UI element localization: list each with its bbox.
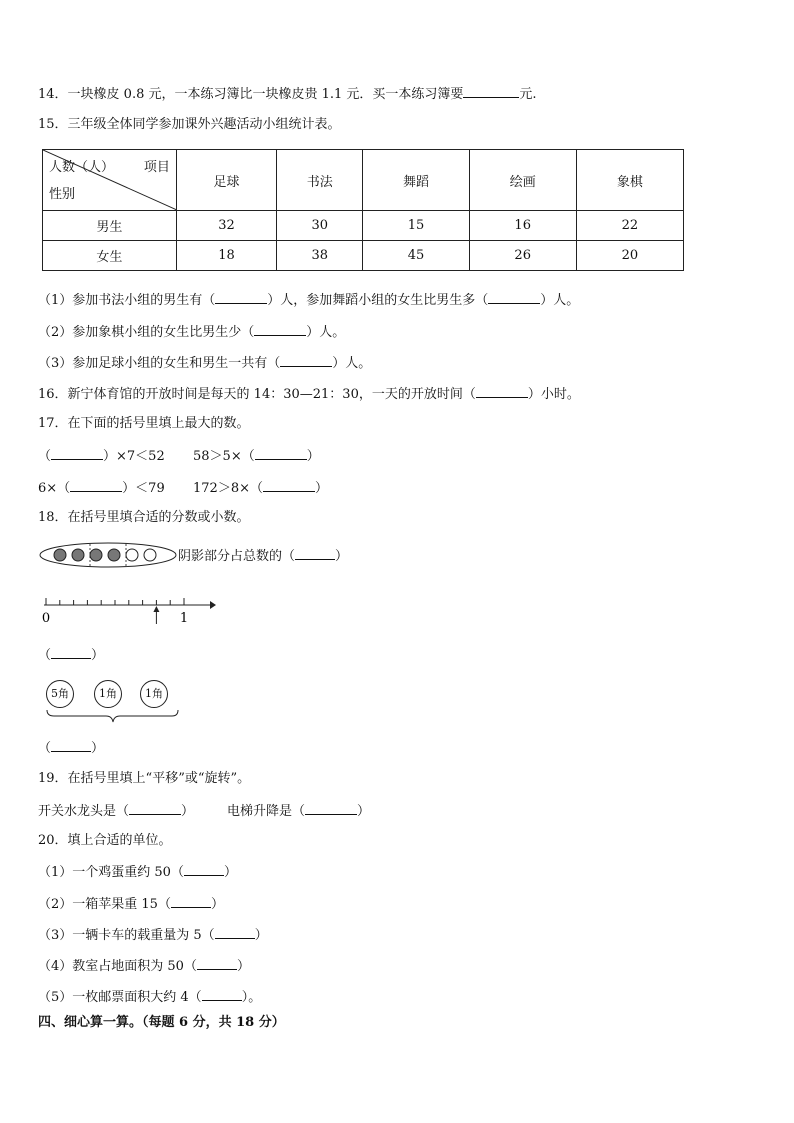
question-20-item bbox=[38, 894, 224, 914]
empty-circle bbox=[126, 549, 138, 561]
shaded-circle bbox=[72, 549, 84, 561]
table-row bbox=[43, 211, 684, 241]
number-line-answer bbox=[38, 645, 104, 665]
q20-text: ） bbox=[223, 865, 237, 880]
answer-blank[interactable] bbox=[215, 290, 267, 304]
answer-blank[interactable] bbox=[305, 801, 357, 815]
row-label: 男生 bbox=[43, 211, 177, 241]
sub1-text-b: ）人，参加舞蹈小组的女生比男生多（ bbox=[267, 293, 489, 308]
sub2-text-b: ）人。 bbox=[306, 325, 346, 340]
coin-5jiao: 5角 bbox=[46, 680, 74, 708]
q20-text: ） bbox=[236, 959, 250, 974]
answer-blank[interactable] bbox=[202, 987, 242, 1001]
answer-blank[interactable] bbox=[51, 738, 91, 752]
answer-blank[interactable] bbox=[263, 478, 315, 492]
circles-text-b: ） bbox=[335, 549, 349, 564]
answer-blank[interactable] bbox=[476, 384, 528, 398]
sub2-text-a: （2）参加象棋小组的女生比男生少（ bbox=[38, 325, 255, 340]
question-17-row1-right bbox=[193, 446, 320, 466]
table-corner-header bbox=[43, 150, 177, 211]
question-15-title: 15．三年级全体同学参加课外兴趣活动小组统计表。 bbox=[38, 117, 341, 132]
sub1-text-a: （1）参加书法小组的男生有（ bbox=[38, 293, 216, 308]
table-header-row bbox=[43, 150, 684, 211]
corner-right-label: 项目 bbox=[143, 160, 170, 175]
corner-top-label: 人数（人） bbox=[49, 160, 115, 175]
column-header: 舞蹈 bbox=[363, 150, 469, 211]
question-19-title: 19．在括号里填上“平移”或“旋转”。 bbox=[38, 771, 251, 786]
corner-bottom-label: 性别 bbox=[49, 187, 76, 202]
table-cell: 16 bbox=[469, 211, 576, 241]
column-header: 书法 bbox=[277, 150, 363, 211]
circles-question bbox=[178, 546, 348, 566]
coins-answer bbox=[38, 738, 104, 758]
question-14-unit: 元. bbox=[519, 87, 537, 102]
answer-blank[interactable] bbox=[197, 956, 237, 970]
question-15-sub3 bbox=[38, 353, 371, 373]
q19-text: ） bbox=[357, 804, 371, 819]
table-cell: 45 bbox=[363, 241, 469, 271]
coins-figure bbox=[46, 680, 180, 728]
paren-open: （ bbox=[38, 648, 52, 663]
question-20-item bbox=[38, 925, 268, 945]
q17-text: （ bbox=[38, 449, 52, 464]
paren-open: （ bbox=[38, 741, 52, 756]
activity-stats-table bbox=[42, 149, 684, 271]
arrow-head-icon bbox=[153, 606, 159, 612]
coin-1jiao: 1角 bbox=[140, 680, 168, 708]
table-cell: 38 bbox=[277, 241, 363, 271]
table-row bbox=[43, 241, 684, 271]
question-16 bbox=[38, 384, 580, 404]
question-17-row2-left bbox=[38, 478, 165, 498]
answer-blank[interactable] bbox=[463, 84, 519, 98]
question-20-title: 20．填上合适的单位。 bbox=[38, 833, 172, 848]
paren-close: ） bbox=[91, 648, 105, 663]
q20-text: （2）一箱苹果重 15（ bbox=[38, 897, 171, 912]
number-line-end-label: 1 bbox=[179, 611, 189, 626]
q20-text: ）。 bbox=[241, 990, 262, 1005]
paren-close: ） bbox=[91, 741, 105, 756]
question-15-sub2 bbox=[38, 322, 345, 342]
brace bbox=[46, 708, 180, 726]
empty-circle bbox=[144, 549, 156, 561]
sub3-text-b: ）人。 bbox=[332, 356, 372, 371]
q17-text: ） bbox=[314, 481, 328, 496]
question-17-row2-right bbox=[193, 478, 328, 498]
column-header: 足球 bbox=[176, 150, 276, 211]
q20-text: （3）一辆卡车的载重量为 5（ bbox=[38, 928, 215, 943]
question-20-item bbox=[38, 956, 250, 976]
answer-blank[interactable] bbox=[254, 322, 306, 336]
coin-1jiao: 1角 bbox=[94, 680, 122, 708]
shaded-circle bbox=[54, 549, 66, 561]
q19-text: 电梯升降是（ bbox=[227, 804, 306, 819]
q17-text: ）×7＜52 bbox=[103, 449, 165, 464]
answer-blank[interactable] bbox=[215, 925, 255, 939]
answer-blank[interactable] bbox=[280, 353, 332, 367]
question-18-title: 18．在括号里填合适的分数或小数。 bbox=[38, 510, 250, 525]
question-14 bbox=[38, 84, 537, 104]
number-line-start-label: 0 bbox=[41, 611, 51, 626]
answer-blank[interactable] bbox=[488, 290, 540, 304]
number-line bbox=[38, 592, 218, 626]
table-cell: 26 bbox=[469, 241, 576, 271]
sub1-text-c: ）人。 bbox=[540, 293, 580, 308]
table-cell: 32 bbox=[176, 211, 276, 241]
column-header: 绘画 bbox=[469, 150, 576, 211]
question-14-text: 14．一块橡皮 0.8 元，一本练习簿比一块橡皮贵 1.1 元．买一本练习簿要 bbox=[38, 87, 464, 102]
q17-text: 58＞5×（ bbox=[193, 449, 255, 464]
q20-text: ） bbox=[254, 928, 268, 943]
answer-blank[interactable] bbox=[51, 645, 91, 659]
answer-blank[interactable] bbox=[255, 446, 307, 460]
answer-blank[interactable] bbox=[295, 546, 335, 560]
q20-text: ） bbox=[210, 897, 224, 912]
column-header: 象棋 bbox=[576, 150, 683, 211]
question-19-a bbox=[38, 801, 194, 821]
q19-text: ） bbox=[181, 804, 195, 819]
q20-text: （4）教室占地面积为 50（ bbox=[38, 959, 197, 974]
q20-text: （5）一枚邮票面积大约 4（ bbox=[38, 990, 202, 1005]
q17-text: 6×（ bbox=[38, 481, 71, 496]
section-4-heading: 四、细心算一算。（每题 6 分，共 18 分） bbox=[38, 1015, 285, 1030]
circles-oval-figure bbox=[38, 540, 178, 570]
q20-text: （1）一个鸡蛋重约 50（ bbox=[38, 865, 184, 880]
table-cell: 20 bbox=[576, 241, 683, 271]
table-cell: 15 bbox=[363, 211, 469, 241]
answer-blank[interactable] bbox=[184, 862, 224, 876]
answer-blank[interactable] bbox=[171, 894, 211, 908]
table-cell: 22 bbox=[576, 211, 683, 241]
q17-text: ）＜79 bbox=[122, 481, 165, 496]
q19-text: 开关水龙头是（ bbox=[38, 804, 130, 819]
table-cell: 18 bbox=[176, 241, 276, 271]
shaded-circle bbox=[90, 549, 102, 561]
answer-blank[interactable] bbox=[70, 478, 122, 492]
question-20-item bbox=[38, 987, 261, 1007]
row-label: 女生 bbox=[43, 241, 177, 271]
question-19-b bbox=[227, 801, 370, 821]
question-17-title: 17．在下面的括号里填上最大的数。 bbox=[38, 416, 250, 431]
answer-blank[interactable] bbox=[129, 801, 181, 815]
question-16-text-a: 16．新宁体育馆的开放时间是每天的 14：30—21：30，一天的开放时间（ bbox=[38, 387, 476, 402]
answer-blank[interactable] bbox=[51, 446, 103, 460]
sub3-text-a: （3）参加足球小组的女生和男生一共有（ bbox=[38, 356, 281, 371]
question-20-item bbox=[38, 862, 237, 882]
circles-text-a: 阴影部分占总数的（ bbox=[178, 549, 296, 564]
q17-text: ） bbox=[306, 449, 320, 464]
q17-text: 172＞8×（ bbox=[193, 481, 263, 496]
question-15-sub1 bbox=[38, 290, 579, 310]
question-16-text-b: ）小时。 bbox=[527, 387, 580, 402]
shaded-circle bbox=[108, 549, 120, 561]
question-17-row1-left bbox=[38, 446, 165, 466]
table-cell: 30 bbox=[277, 211, 363, 241]
